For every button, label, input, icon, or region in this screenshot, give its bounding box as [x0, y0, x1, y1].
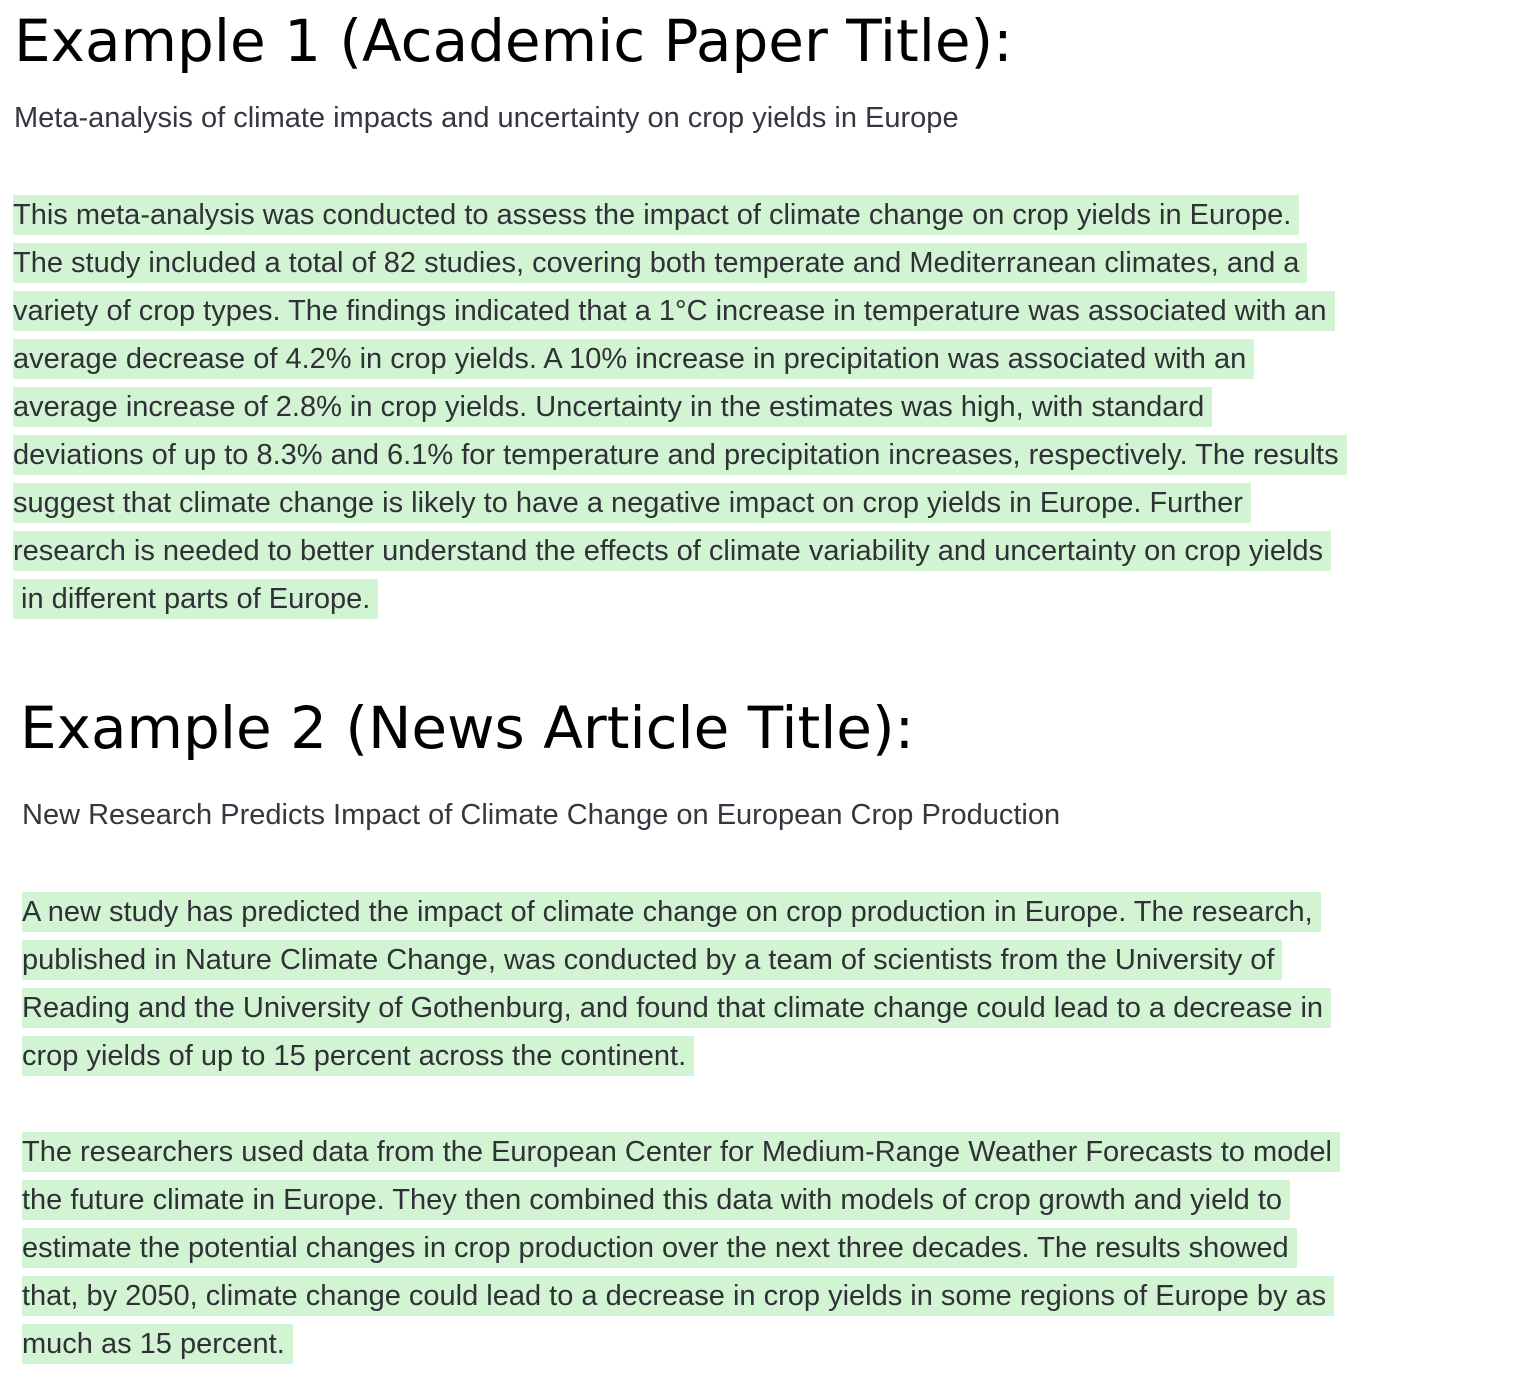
paragraph-line: The study included a total of 82 studies, covering both temperate and Mediterranean climates, and a	[13, 239, 1347, 287]
paragraph-line: published in Nature Climate Change, was conducted by a team of scientists from the University of	[22, 936, 1331, 984]
paragraph-line: research is needed to better understand the effects of climate variability and uncertainty on crop yields	[13, 527, 1347, 575]
paragraph-line: Reading and the University of Gothenburg, and found that climate change could lead to a decrease in	[22, 984, 1331, 1032]
paragraph-line: variety of crop types. The findings indicated that a 1°C increase in temperature was associated with an	[13, 287, 1347, 335]
example1-paragraph	[13, 191, 1347, 623]
example2-heading: Example 2 (News Article Title):	[20, 694, 915, 762]
example1-heading: Example 1 (Academic Paper Title):	[14, 7, 1013, 75]
paragraph-line: estimate the potential changes in crop production over the next three decades. The results showed	[22, 1224, 1340, 1272]
paragraph-line: average increase of 2.8% in crop yields. Uncertainty in the estimates was high, with standard	[13, 383, 1347, 431]
example2-paragraph-2	[22, 1128, 1340, 1368]
paragraph-line: the future climate in Europe. They then combined this data with models of crop growth and yield to	[22, 1176, 1340, 1224]
paragraph-line: in different parts of Europe.	[13, 575, 1347, 623]
paragraph-line: much as 15 percent.	[22, 1320, 1340, 1368]
paragraph-line: average decrease of 4.2% in crop yields. A 10% increase in precipitation was associated with an	[13, 335, 1347, 383]
paragraph-line: The researchers used data from the European Center for Medium-Range Weather Forecasts to model	[22, 1128, 1340, 1176]
example1-title: Meta-analysis of climate impacts and uncertainty on crop yields in Europe	[14, 102, 959, 134]
paragraph-line: A new study has predicted the impact of climate change on crop production in Europe. The research,	[22, 888, 1331, 936]
paragraph-line: crop yields of up to 15 percent across the continent.	[22, 1032, 1331, 1080]
paragraph-line: that, by 2050, climate change could lead to a decrease in crop yields in some regions of Europe by as	[22, 1272, 1340, 1320]
paragraph-line: suggest that climate change is likely to have a negative impact on crop yields in Europe. Further	[13, 479, 1347, 527]
example2-title: New Research Predicts Impact of Climate Change on European Crop Production	[22, 799, 1061, 831]
paragraph-line: This meta-analysis was conducted to assess the impact of climate change on crop yields in Europe.	[13, 191, 1347, 239]
example2-paragraph-1	[22, 888, 1331, 1080]
paragraph-line: deviations of up to 8.3% and 6.1% for temperature and precipitation increases, respectively. The results	[13, 431, 1347, 479]
